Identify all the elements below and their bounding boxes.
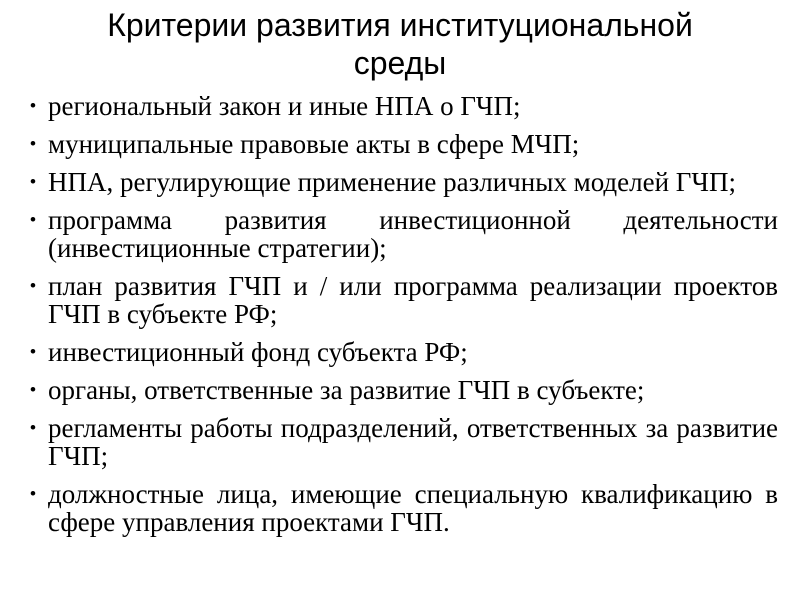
bullet-item xyxy=(30,376,778,404)
slide-title: Критерии развития институциональной среды xyxy=(107,7,693,81)
bullet-icon: • xyxy=(30,172,36,191)
bullet-icon: • xyxy=(30,418,36,437)
bullet-text: региональный закон и иные НПА о ГЧП; xyxy=(48,91,521,121)
bullet-text: программа развития инвестиционной деятельности (инвестиционные стратегии); xyxy=(48,205,778,263)
bullet-item xyxy=(30,272,778,328)
bullet-text: план развития ГЧП и / или программа реализации проектов ГЧП в субъекте РФ; xyxy=(48,271,778,329)
bullet-text: органы, ответственные за развитие ГЧП в субъекте; xyxy=(48,375,645,405)
bullet-item xyxy=(30,130,778,158)
bullet-item xyxy=(30,414,778,470)
bullet-icon: • xyxy=(30,276,36,295)
bullet-list xyxy=(30,92,778,536)
bullet-item xyxy=(30,338,778,366)
bullet-icon: • xyxy=(30,342,36,361)
bullet-item xyxy=(30,168,778,196)
bullet-item xyxy=(30,206,778,262)
bullet-icon: • xyxy=(30,96,36,115)
bullet-text: должностные лица, имеющие специальную квалификацию в сфере управления проектами ГЧП. xyxy=(48,479,778,537)
bullet-item xyxy=(30,480,778,536)
bullet-icon: • xyxy=(30,484,36,503)
bullet-icon: • xyxy=(30,210,36,229)
bullet-text: инвестиционный фонд субъекта РФ; xyxy=(48,337,468,367)
bullet-icon: • xyxy=(30,380,36,399)
bullet-text: НПА, регулирующие применение различных моделей ГЧП; xyxy=(48,167,736,197)
bullet-item xyxy=(30,92,778,120)
bullet-icon: • xyxy=(30,134,36,153)
bullet-text: муниципальные правовые акты в сфере МЧП; xyxy=(48,129,580,159)
bullet-text: регламенты работы подразделений, ответственных за развитие ГЧП; xyxy=(48,413,778,471)
